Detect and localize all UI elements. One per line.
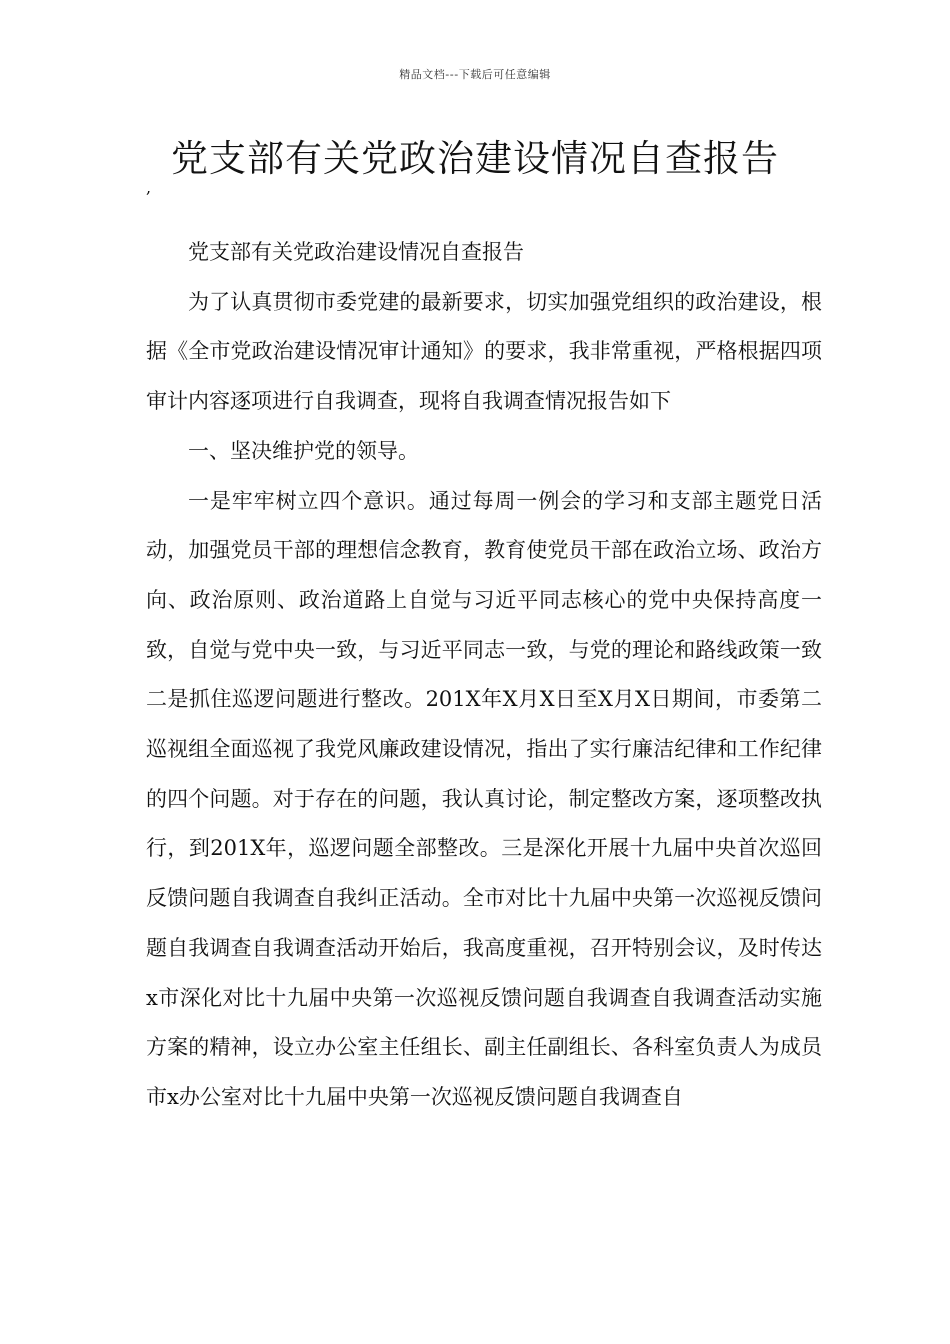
header-note: 精品文档---下载后可任意编辑: [399, 68, 551, 81]
stray-comma: ,: [146, 178, 152, 197]
document-title: 党支部有关党政治建设情况自查报告: [171, 137, 779, 180]
paragraph-section-body: 一是牢牢树立四个意识。通过每周一例会的学习和支部主题党日活动，加强党员干部的理想信念教育，教育使党员干部在政治立场、政治方向、政治原则、政治道路上自觉与习近平同志核心的党中央保持高度一致，自觉与党中央一致，与习近平同志一致，与党的理论和路线政策一致二是抓住巡逻问题进行整改。201X年X月X日至X月X日期间，市委第二巡视组全面巡视了我党风廉政建设情况，指出了实行廉洁纪律和工作纪律的四个问题。对于存在的问题，我认真讨论，制定整改方案，逐项整改执行，到201X年，巡逻问题全部整改。三是深化开展十九届中央首次巡回反馈问题自我调查自我纠正活动。全市对比十九届中央第一次巡视反馈问题自我调查自我调查活动开始后，我高度重视，召开特别会议，及时传达x市深化对比十九届中央第一次巡视反馈问题自我调查自我调查活动实施方案的精神，设立办公室主任组长、副主任副组长、各科室负责人为成员市x办公室对比十九届中央第一次巡视反馈问题自我调查自: [146, 488, 822, 1109]
document-body: [146, 228, 822, 1123]
paragraph-intro: 为了认真贯彻市委党建的最新要求，切实加强党组织的政治建设，根据《全市党政治建设情况审计通知》的要求，我非常重视，严格根据四项审计内容逐项进行自我调查，现将自我调查情况报告如下: [146, 289, 822, 414]
paragraph-subtitle: 党支部有关党政治建设情况自查报告: [188, 240, 524, 264]
paragraph-section-heading: 一、坚决维护党的领导。: [188, 438, 419, 463]
